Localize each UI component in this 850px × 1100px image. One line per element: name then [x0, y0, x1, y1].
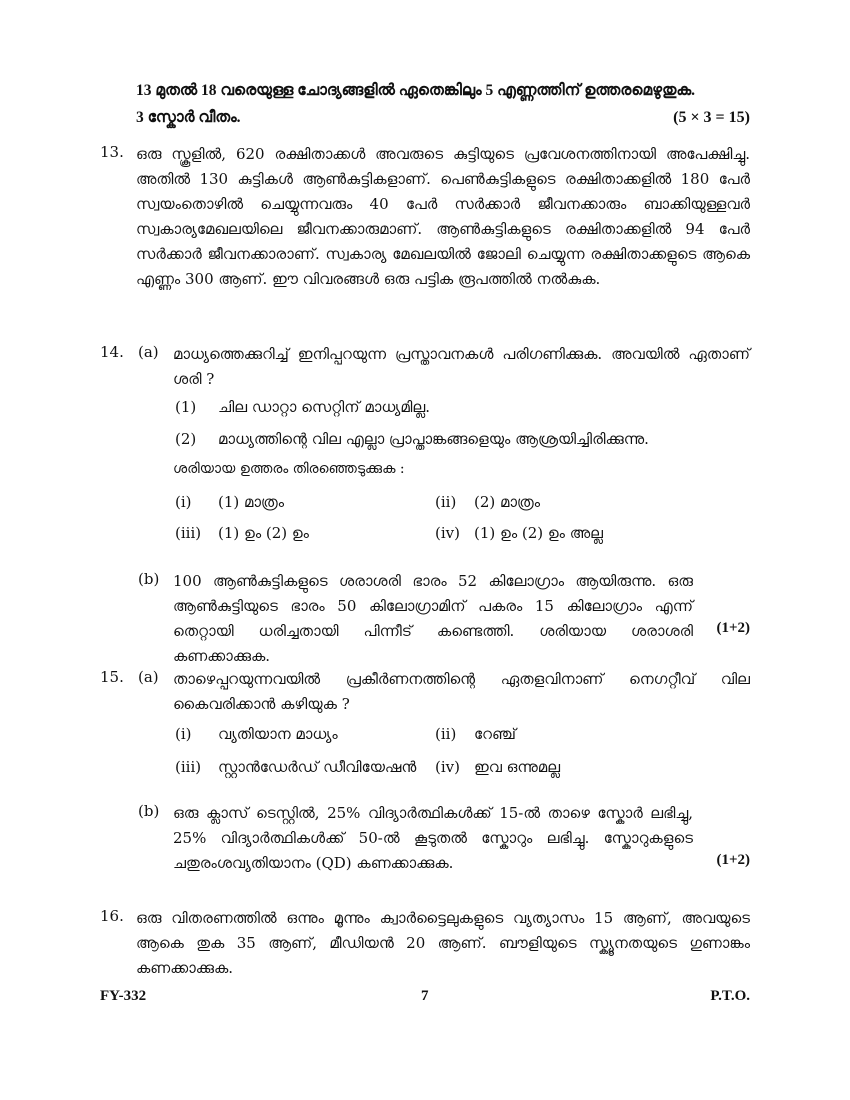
- q14-a-text: മാധ്യത്തെക്കുറിച്ച് ഇനിപ്പറയുന്ന പ്രസ്താവനകൾ പരിഗണിക്കുക. അവയിൽ ഏതാണ് ശരി ?: [173, 345, 750, 388]
- q14-s1-label: (1): [175, 398, 197, 416]
- q14-number: 14.: [100, 343, 124, 361]
- q14-opt-i: (1) മാത്രം: [218, 493, 284, 511]
- q14-opt-ii-label: (ii): [435, 493, 457, 511]
- q14-b-marks: (1+2): [716, 620, 750, 636]
- q15-b-label: (b): [138, 802, 160, 820]
- q15-opt-iii: സ്റ്റാൻഡേർഡ് ഡീവിയേഷൻ: [218, 758, 417, 776]
- q16-text: ഒരു വിതരണത്തിൽ ഒന്നും മൂന്നും ക്വാർട്ടൈലുകളുടെ വ്യത്യാസം 15 ആണ്, അവയുടെ ആകെ തുക 35 ആണ്, മീഡിയൻ 20 ആണ്. ബൗളിയുടെ സ്ക്യൂനതയുടെ ഗുണാങ്കം കണക്കാക്കുക.: [136, 909, 750, 977]
- q15-opt-iv: ഇവ ഒന്നുമല്ല: [474, 758, 561, 776]
- q15-opt-iii-label: (iii): [175, 758, 202, 776]
- q15-b-text: ഒരു ക്ലാസ് ടെസ്റ്റിൽ, 25% വിദ്യാർത്ഥികൾക്ക് 15-ൽ താഴെ സ്കോർ ലഭിച്ചു, 25% വിദ്യാർത്ഥികൾക്ക് 50-ൽ കൂടുതൽ സ്കോറും ലഭിച്ചു. സ്കോറുകളുടെ ചതുരംശവ്യതിയാനം (QD) കണക്കാക്കുക.: [173, 804, 693, 872]
- page-number: 7: [421, 988, 429, 1004]
- q15-b-marks: (1+2): [716, 852, 750, 868]
- q14-s2-text: മാധ്യത്തിന്റെ വില എല്ലാ പ്രാപ്താങ്കങ്ങളെയും ആശ്രയിച്ചിരിക്കുന്നു.: [218, 430, 649, 448]
- pto-label: P.T.O.: [710, 988, 750, 1004]
- q15-a-text: താഴെപ്പറയുന്നവയിൽ പ്രകീർണനത്തിന്റെ ഏതളവിനാണ് നെഗറ്റീവ് വില കൈവരിക്കാൻ കഴിയുക ?: [173, 670, 750, 713]
- q16-number: 16.: [100, 907, 124, 925]
- q14-opt-ii: (2) മാത്രം: [474, 493, 540, 511]
- q14-choose: ശരിയായ ഉത്തരം തിരഞ്ഞെടുക്കുക :: [173, 461, 405, 477]
- q15-opt-iv-label: (iv): [435, 758, 460, 776]
- q14-opt-iii: (1) ഉം (2) ഉം: [218, 524, 309, 542]
- q15-number: 15.: [100, 668, 124, 686]
- q14-a-label: (a): [138, 343, 159, 361]
- q14-b-label: (b): [138, 570, 160, 588]
- q15-a-label: (a): [138, 668, 159, 686]
- score-note: 3 സ്കോർ വീതം.: [136, 109, 241, 126]
- q13-number: 13.: [100, 143, 124, 161]
- section-instruction: 13 മുതൽ 18 വരെയുള്ള ചോദ്യങ്ങളിൽ ഏതെങ്കിലും 5 എണ്ണത്തിന് ഉത്തരമെഴുതുക.: [136, 82, 696, 99]
- q15-opt-i-label: (i): [175, 725, 192, 743]
- q13-text: ഒരു സ്കൂളിൽ, 620 രക്ഷിതാക്കൾ അവരുടെ കുട്ടിയുടെ പ്രവേശനത്തിനായി അപേക്ഷിച്ചു. അതിൽ 130 കുട്ടികൾ ആൺകുട്ടികളാണ്. പെൺകുട്ടികളുടെ രക്ഷിതാക്കളിൽ 180 പേർ സ്വയംതൊഴിൽ ചെയ്യുന്നവരും 40 പേർ സർക്കാർ ജീവനക്കാരും ബാക്കിയുള്ളവർ സ്വകാര്യമേഖലയിലെ ജീവനക്കാരുമാണ്. ആൺകുട്ടികളുടെ രക്ഷിതാക്കളിൽ 94 പേർ സർക്കാർ ജീവനക്കാരാണ്. സ്വകാര്യ മേഖലയിൽ ജോലി ചെയ്യുന്ന രക്ഷിതാക്കളുടെ ആകെ എണ്ണം 300 ആണ്. ഈ വിവരങ്ങൾ ഒരു പട്ടിക രൂപത്തിൽ നൽകുക.: [136, 145, 750, 288]
- q14-opt-iii-label: (iii): [175, 524, 202, 542]
- footer-code: FY-332: [100, 988, 147, 1004]
- q14-s1-text: ചില ഡാറ്റാ സെറ്റിന് മാധ്യമില്ല.: [218, 398, 430, 416]
- q15-opt-i: വ്യതിയാന മാധ്യം: [218, 725, 338, 743]
- q14-opt-iv-label: (iv): [435, 524, 460, 542]
- q15-opt-ii-label: (ii): [435, 725, 457, 743]
- q14-s2-label: (2): [175, 430, 197, 448]
- section-marks: (5 × 3 = 15): [673, 109, 750, 126]
- q14-b-text: 100 ആൺകുട്ടികളുടെ ശരാശരി ഭാരം 52 കിലോഗ്രാം ആയിരുന്നു. ഒരു ആൺകുട്ടിയുടെ ഭാരം 50 കിലോഗ്രാമിന് പകരം 15 കിലോഗ്രാം എന്ന് തെറ്റായി ധരിച്ചതായി പിന്നീട് കണ്ടെത്തി. ശരിയായ ശരാശരി കണക്കാക്കുക.: [173, 572, 693, 665]
- q14-opt-iv: (1) ഉം (2) ഉം അല്ല: [474, 524, 603, 542]
- q15-opt-ii: റേഞ്ച്: [474, 725, 516, 743]
- q14-opt-i-label: (i): [175, 493, 192, 511]
